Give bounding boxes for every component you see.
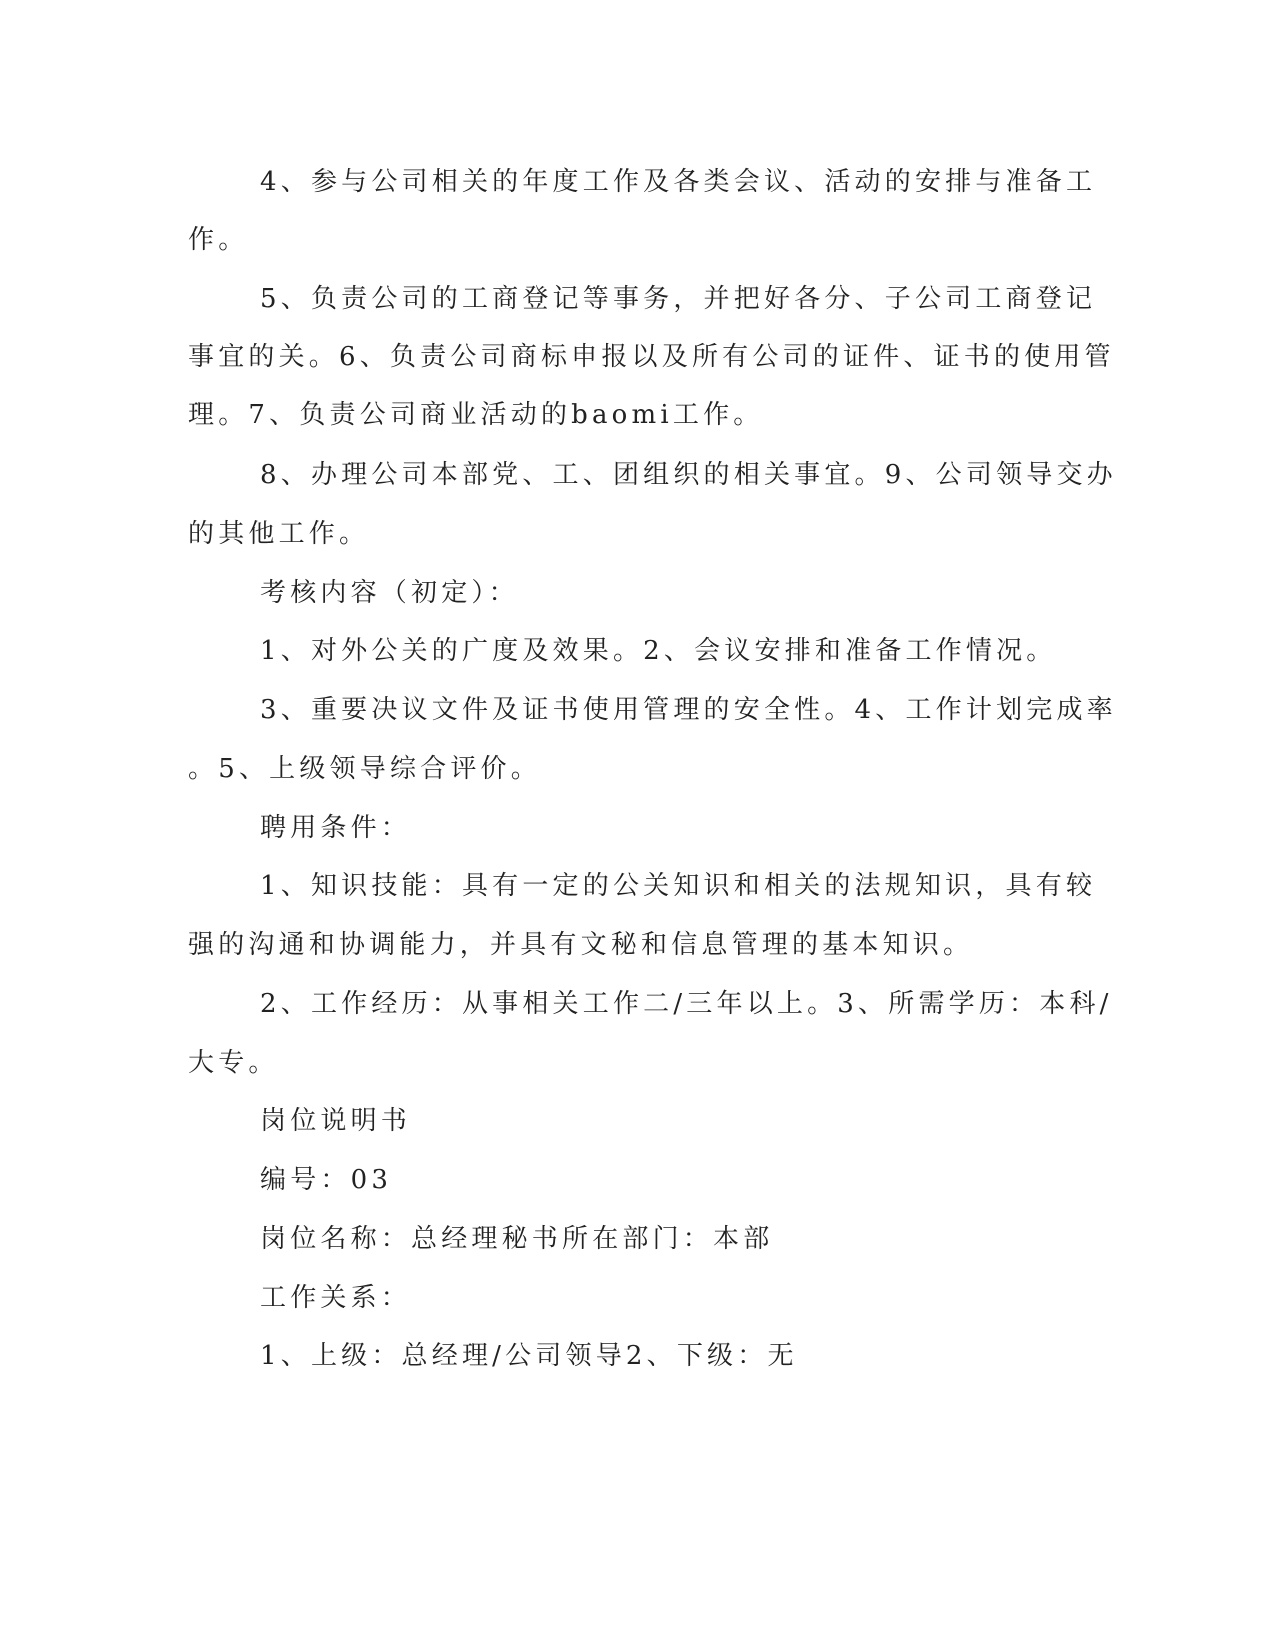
paragraph-line: 的其他工作。	[188, 519, 370, 549]
paragraph-line: 。5、上级领导综合评价。	[188, 754, 541, 784]
paragraph-line: 4、参与公司相关的年度工作及各类会议、活动的安排与准备工	[260, 167, 1097, 197]
section-heading: 工作关系：	[260, 1283, 412, 1313]
paragraph-line: 理。7、负责公司商业活动的baomi工作。	[188, 400, 764, 430]
paragraph-line: 强的沟通和协调能力，并具有文秘和信息管理的基本知识。	[188, 930, 974, 960]
section-heading: 聘用条件：	[260, 813, 412, 843]
paragraph-line: 5、负责公司的工商登记等事务，并把好各分、子公司工商登记	[260, 284, 1097, 314]
paragraph-line: 编号：03	[260, 1165, 393, 1195]
paragraph-line: 1、上级：总经理/公司领导2、下级：无	[260, 1341, 798, 1371]
paragraph-line: 8、办理公司本部党、工、团组织的相关事宜。9、公司领导交办	[260, 460, 1117, 490]
paragraph-line: 2、工作经历：从事相关工作二/三年以上。3、所需学历：本科/	[260, 989, 1113, 1019]
paragraph-line: 作。	[188, 225, 249, 255]
section-heading: 考核内容（初定）：	[260, 578, 519, 608]
paragraph-line: 事宜的关。6、负责公司商标申报以及所有公司的证件、证书的使用管	[188, 342, 1115, 372]
paragraph-line: 3、重要决议文件及证书使用管理的安全性。4、工作计划完成率	[260, 695, 1117, 725]
paragraph-line: 大专。	[188, 1048, 279, 1078]
paragraph-line: 岗位名称：总经理秘书所在部门：本部	[260, 1224, 774, 1254]
paragraph-line: 1、对外公关的广度及效果。2、会议安排和准备工作情况。	[260, 636, 1057, 666]
paragraph-line: 1、知识技能：具有一定的公关知识和相关的法规知识，具有较	[260, 871, 1097, 901]
section-heading: 岗位说明书	[260, 1106, 412, 1136]
